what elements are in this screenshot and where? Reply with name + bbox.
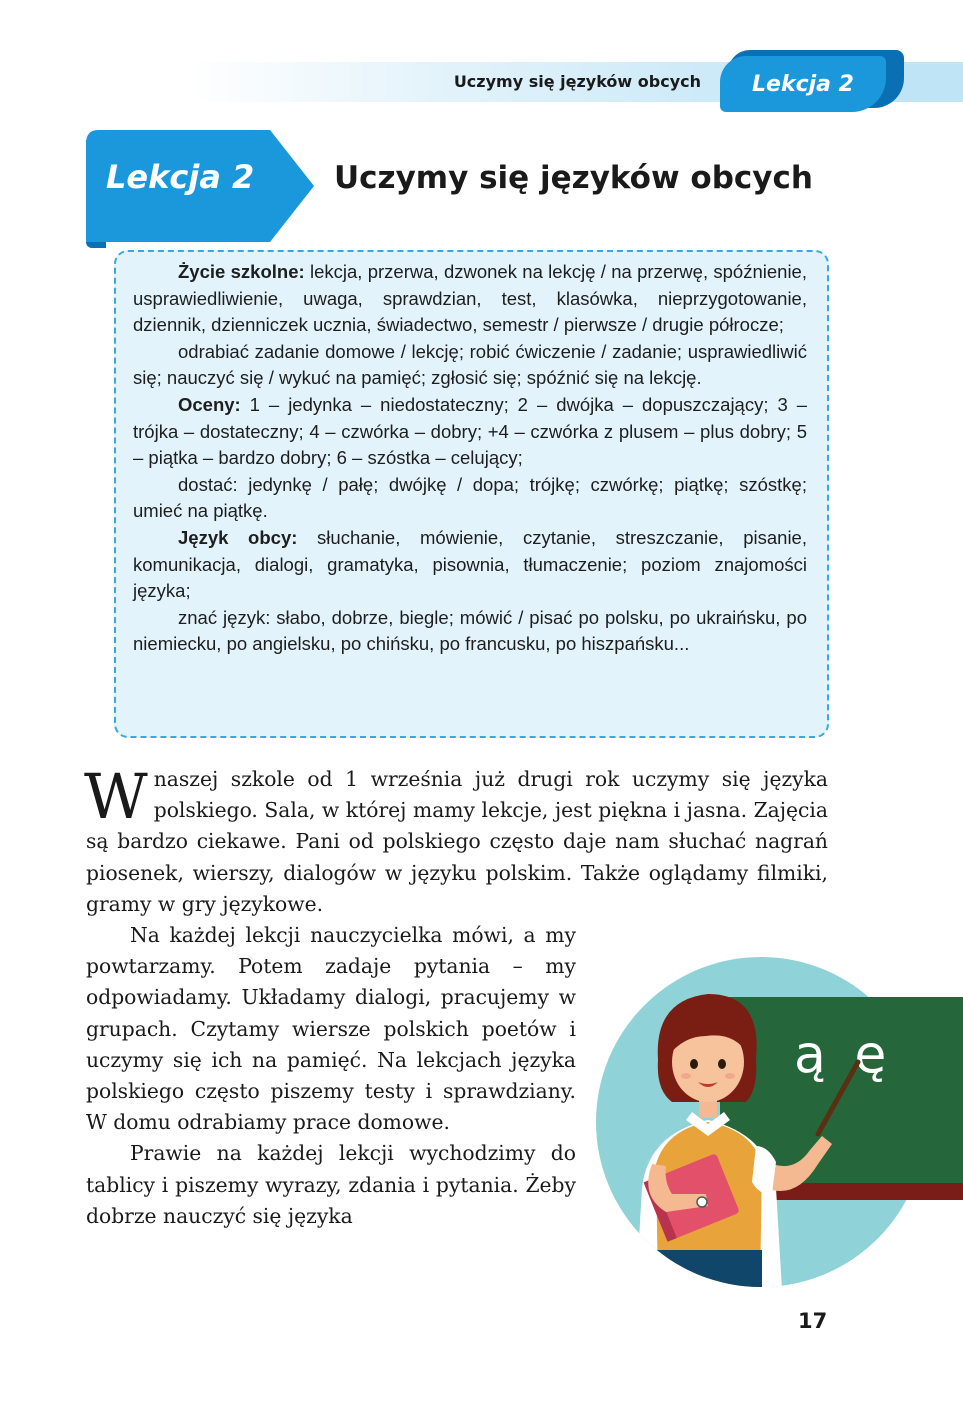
- vocab-text-grades: 1 – jedynka – niedostateczny; 2 – dwójka – dopuszczający; 3 – trójka – dostateczny; 4 – czwórka – dobry; +4 – czwórka z plusem – plus dobry; 5 – piątka – bardzo dobry; 6 – szóstka – celujący;: [133, 393, 807, 469]
- text-column: [86, 920, 576, 1232]
- vocab-language: [133, 525, 807, 605]
- vocab-language-verbs: znać język: słabo, dobrze, biegle; mówić / pisać po polsku, po ukraińsku, po niemiecku, po angielsku, po chińsku, po francusku, po hiszpańsku...: [133, 606, 807, 655]
- lesson-title: Uczymy się języków obcych: [334, 160, 813, 196]
- vocab-grades-verbs: dostać: jedynkę / pałę; dwójkę / dopa; trójkę; czwórkę; piątkę; szóstkę; umieć na piątkę.: [133, 473, 807, 522]
- vocab-label-school-life: Życie szkolne:: [178, 261, 305, 282]
- lesson-label: Lekcja 2: [106, 158, 255, 196]
- page-number: 17: [798, 1309, 828, 1333]
- vocab-label-language: Język obcy:: [178, 526, 298, 548]
- header-lesson-label: Lekcja 2: [752, 71, 854, 97]
- board-letters: ą ę: [794, 1025, 893, 1085]
- running-title: Uczymy się języków obcych: [453, 72, 701, 91]
- vocabulary-box: [114, 250, 829, 738]
- vocab-text-language: słuchanie, mówienie, czytanie, streszczanie, pisanie, komunikacja, dialogi, gramatyka, pisownia, tłumaczenie; poziom znajomości języka;: [133, 526, 807, 602]
- vocab-text-school-life: lekcja, przerwa, dzwonek na lekcję / na przerwę, spóźnienie, usprawiedliwienie, uwaga, sprawdzian, test, klasówka, nieprzygotowanie, dziennik, dzienniczek ucznia, świadectwo, semestr / pierwsze / drugie półrocze;: [133, 261, 807, 336]
- paragraph-3: Prawie na każdej lekcji wychodzimy do tablicy i piszemy wyrazy, zdania i pytania. Żeby dobrze nauczyć się języka: [86, 1141, 576, 1228]
- vocab-school-life: [133, 259, 807, 339]
- teacher-illustration: [596, 950, 963, 1290]
- vocab-school-verbs: odrabiać zadanie domowe / lekcję; robić ćwiczenie / zadanie; usprawiedliwić się; nauczyć się / wykuć na pamięć; zgłosić się; spóźnić się na lekcję.: [133, 340, 807, 389]
- paragraph-1-text: naszej szkole od 1 września już drugi rok uczymy się języka polskiego. Sala, w której mamy lekcje, jest piękna i jasna. Zajęcia są bardzo ciekawe. Pani od polskiego często daje nam słuchać nagrań piosenek, wierszy, dialogów w języku polskim. Także oglądamy filmiki, gramy w gry językowe.: [86, 767, 828, 916]
- vocab-label-grades: Oceny:: [178, 393, 241, 415]
- vocab-grades: [133, 392, 807, 472]
- paragraph-1: [84, 760, 828, 920]
- drop-cap: W: [84, 760, 148, 833]
- paragraph-2: Na każdej lekcji nauczycielka mówi, a my powtarzamy. Potem zadaje pytania – my odpowiadamy. Układamy dialogi, pracujemy w grupach. Czytamy wiersze polskich poetów i uczymy się ich na pamięć. Na lekcjach języka polskiego często piszemy testy i sprawdziany. W domu odrabiamy prace domowe.: [86, 923, 576, 1135]
